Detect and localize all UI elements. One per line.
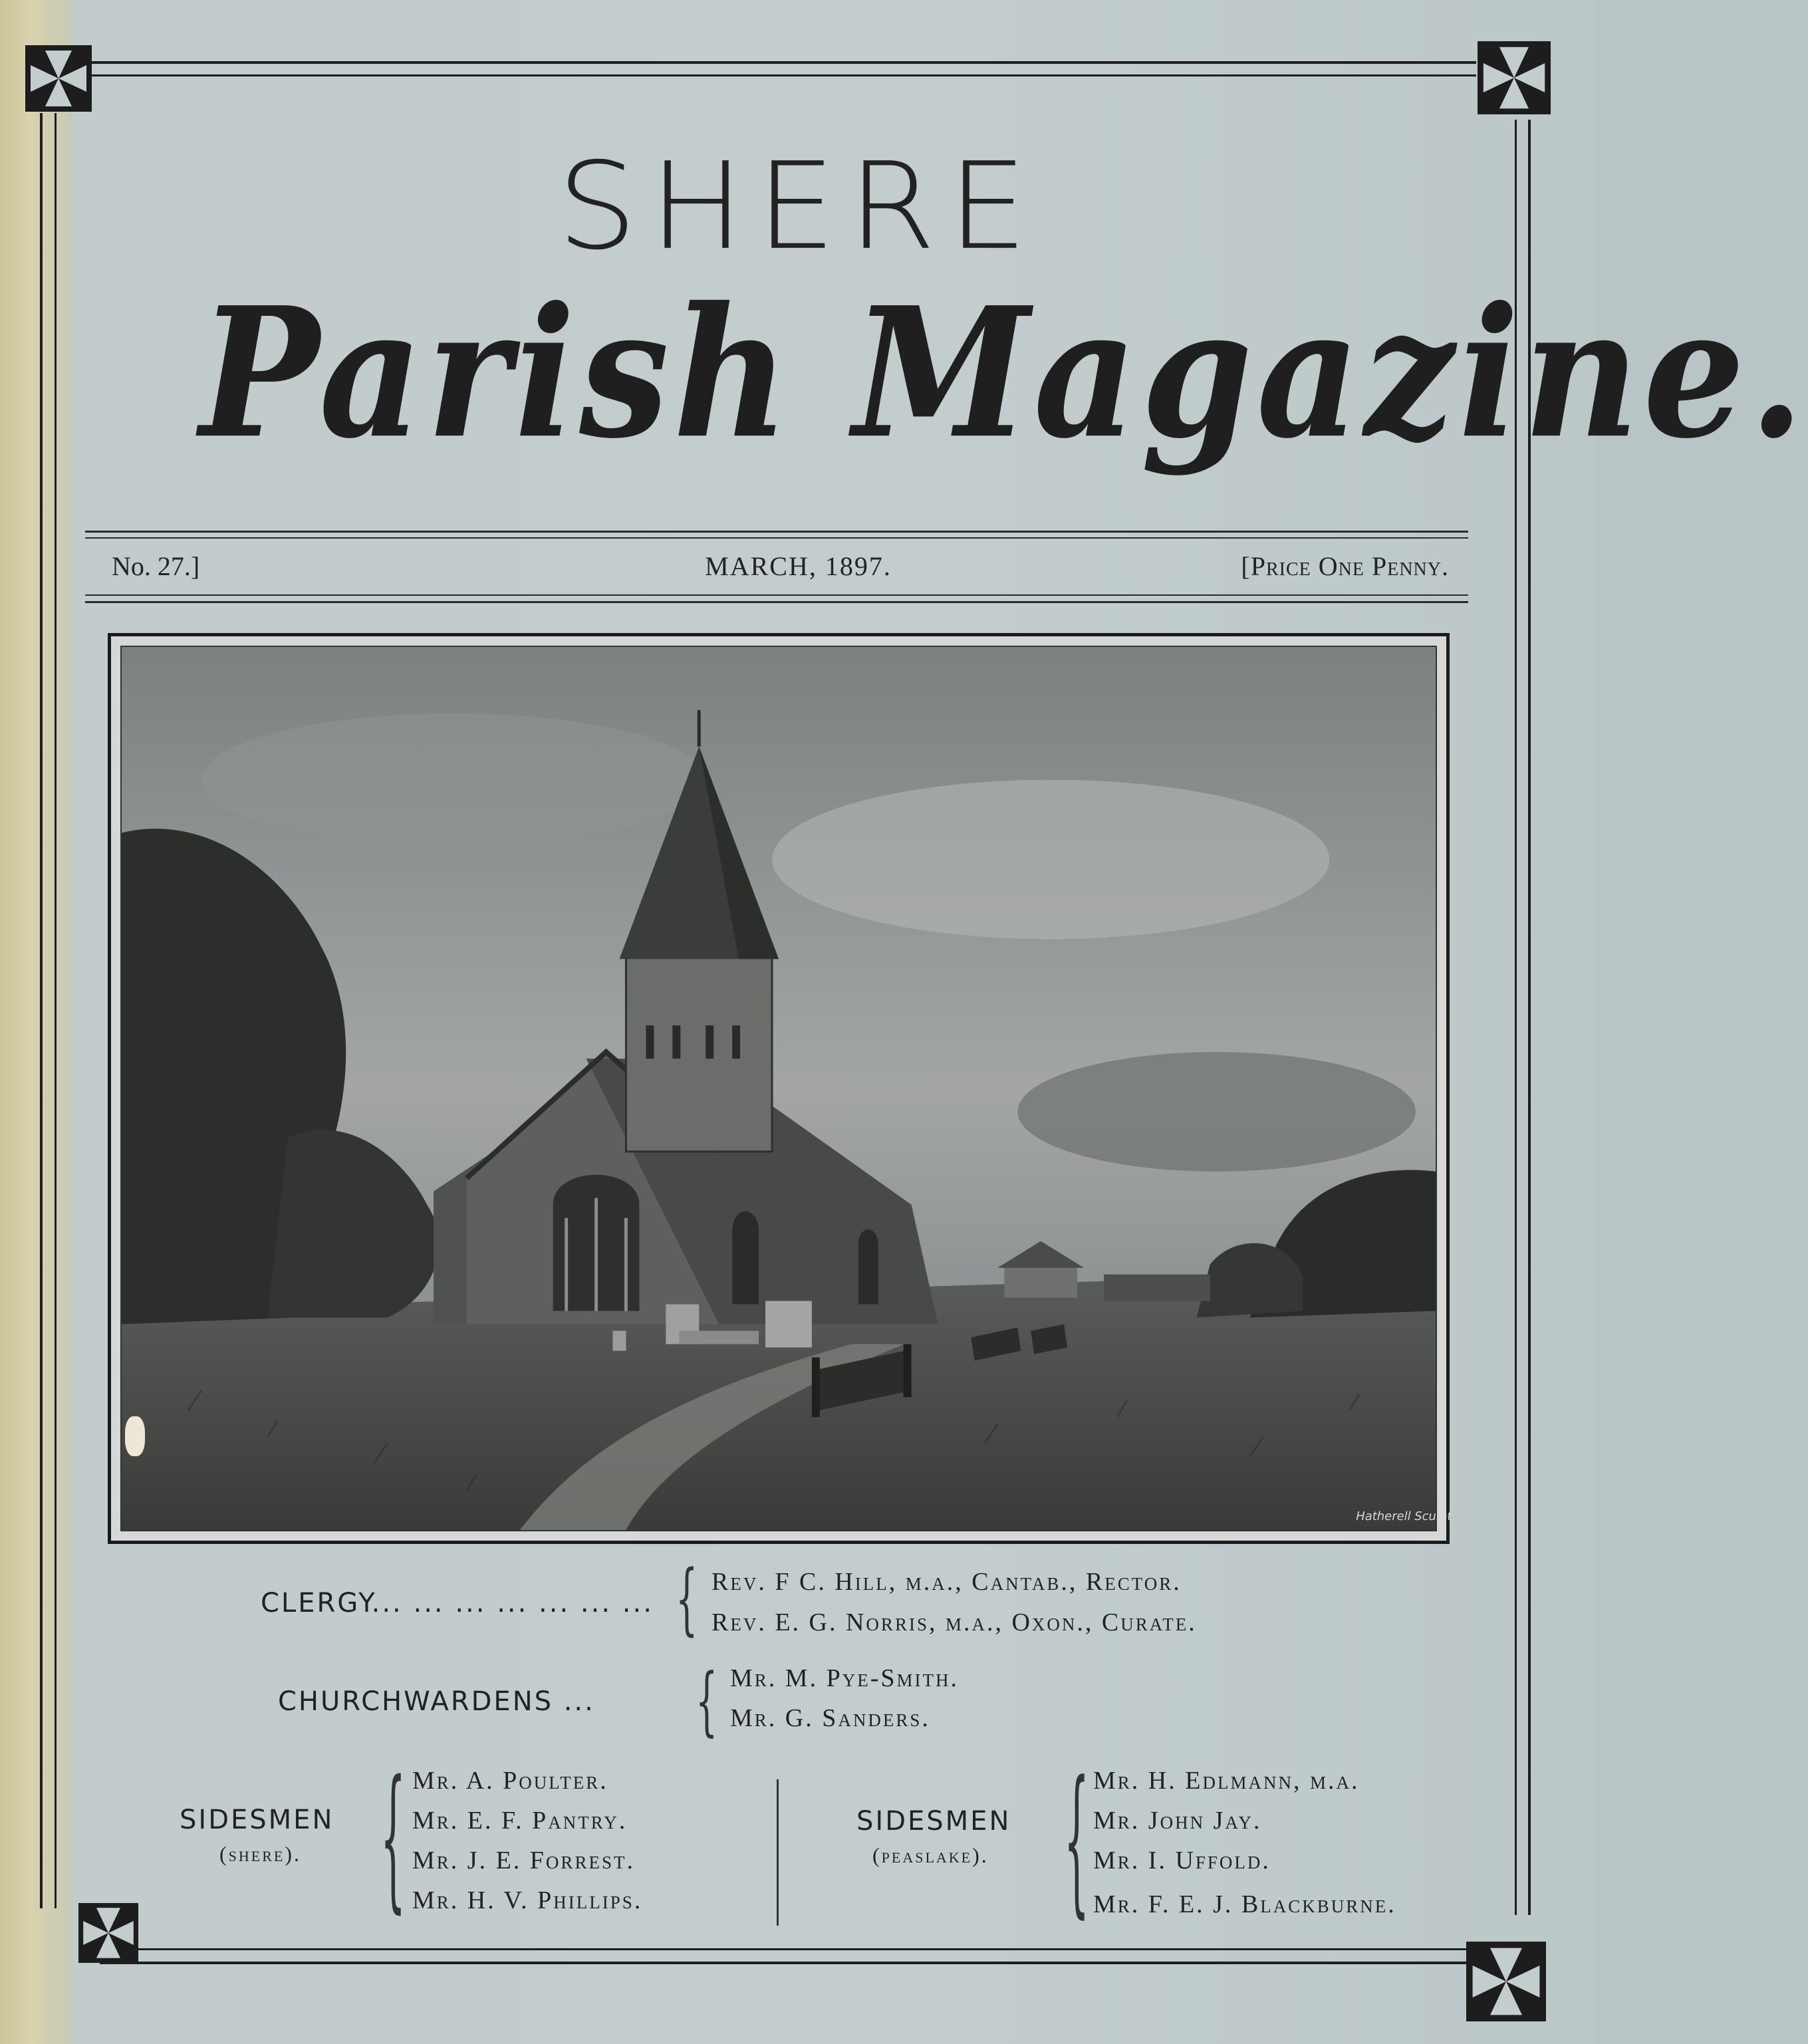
sidesmen-peaslake-sub: (peaslake). <box>872 1843 989 1867</box>
sidesmen-shere-label: SIDESMEN <box>180 1805 334 1835</box>
clergy-brace: { <box>676 1553 698 1644</box>
sidesmen-shere-sub: (shere). <box>219 1842 301 1866</box>
churchwarden-name-2: Mr. G. Sanders. <box>730 1704 930 1732</box>
engraver-signature: Hatherell Sculpt <box>1356 1509 1452 1524</box>
sidesman-peaslake-3: Mr. I. Uffold. <box>1093 1847 1271 1874</box>
sidesman-peaslake-1: Mr. H. Edlmann, m.a. <box>1093 1767 1360 1795</box>
sidesman-shere-1: Mr. A. Poulter. <box>412 1767 608 1795</box>
churchwarden-name-1: Mr. M. Pye-Smith. <box>730 1664 959 1692</box>
masthead-word-parish: Parish <box>199 268 793 478</box>
sidesmen-peaslake-brace: { <box>1064 1747 1090 1934</box>
sidesmen-shere-brace: { <box>380 1748 406 1928</box>
sidesman-peaslake-2: Mr. John Jay. <box>1093 1807 1262 1835</box>
clergy-name-2: Rev. E. G. Norris, m.a., Oxon., Curate. <box>711 1608 1197 1636</box>
churchwardens-brace: { <box>696 1658 718 1745</box>
issue-number: No. 27.] <box>112 551 200 581</box>
churchwardens-label: CHURCHWARDENS ... <box>278 1686 595 1717</box>
sidesman-shere-2: Mr. E. F. Pantry. <box>412 1807 628 1835</box>
sidesman-shere-3: Mr. J. E. Forrest. <box>412 1847 635 1874</box>
sidesman-shere-4: Mr. H. V. Phillips. <box>412 1886 643 1914</box>
masthead-shere: SHERE <box>557 136 1040 277</box>
paper-tear <box>125 1416 145 1456</box>
sidesman-peaslake-4: Mr. F. E. J. Blackburne. <box>1093 1890 1396 1918</box>
clergy-name-1: Rev. F C. Hill, m.a., Cantab., Rector. <box>711 1568 1182 1596</box>
issue-price: [Price One Penny. <box>1241 551 1449 581</box>
masthead-word-magazine: Magazine. <box>852 268 1808 478</box>
sidesmen-divider <box>777 1779 779 1926</box>
sidesmen-peaslake-label: SIDESMEN <box>856 1806 1011 1837</box>
clergy-label: CLERGY... ... ... ... ... ... ... <box>261 1588 654 1618</box>
issue-date: MARCH, 1897. <box>705 551 892 581</box>
